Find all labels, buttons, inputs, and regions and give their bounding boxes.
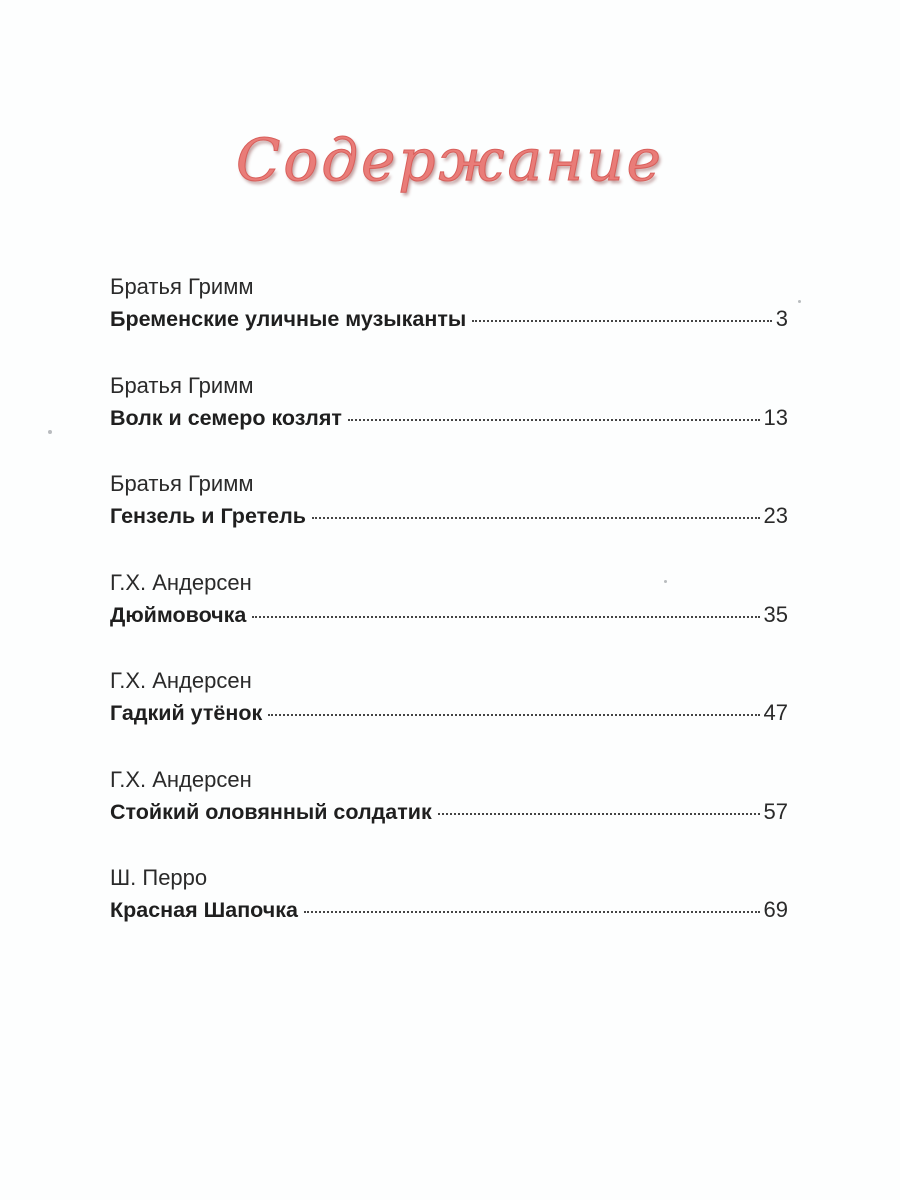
dot-leader <box>348 419 760 421</box>
toc-entry[interactable] <box>110 471 788 570</box>
toc-story-title[interactable]: Бременские уличные музыканты <box>110 307 467 331</box>
toc-author: Г.Х. Андерсен <box>110 668 252 693</box>
dot-leader <box>304 911 760 913</box>
toc-story-title[interactable]: Красная Шапочка <box>110 898 298 922</box>
page-title: Содержание <box>236 126 664 194</box>
toc-author: Г.Х. Андерсен <box>110 766 252 792</box>
toc-author: Братья Гримм <box>110 471 254 496</box>
toc-line <box>110 799 788 831</box>
toc-author: Г.Х. Андерсен <box>110 569 252 595</box>
toc-entry[interactable] <box>110 767 788 866</box>
table-of-contents <box>110 274 788 964</box>
paper-speck <box>48 430 52 434</box>
toc-story-title[interactable]: Стойкий оловянный солдатик <box>110 799 432 824</box>
toc-line <box>110 897 788 929</box>
toc-page-number: 35 <box>763 601 788 627</box>
dot-leader <box>472 320 772 322</box>
toc-story-title[interactable]: Дюймовочка <box>110 602 247 627</box>
toc-entry[interactable] <box>110 865 788 964</box>
toc-entry[interactable] <box>110 373 788 472</box>
toc-story-title[interactable]: Гензель и Гретель <box>110 504 306 528</box>
dot-leader <box>252 616 759 618</box>
toc-line <box>110 602 788 634</box>
toc-line <box>110 405 788 437</box>
toc-line <box>110 503 788 535</box>
toc-story-title[interactable]: Волк и семеро козлят <box>110 405 342 430</box>
toc-author: Братья Гримм <box>110 274 254 299</box>
toc-entry[interactable] <box>110 668 788 767</box>
dot-leader <box>268 714 759 716</box>
toc-author: Ш. Перро <box>110 865 208 890</box>
dot-leader <box>312 517 760 519</box>
toc-page-number: 23 <box>763 503 788 528</box>
toc-line <box>110 306 788 338</box>
toc-author: Братья Гримм <box>110 372 254 398</box>
toc-page-number: 57 <box>763 798 788 824</box>
dot-leader <box>438 813 760 815</box>
toc-page-number: 47 <box>763 700 788 725</box>
paper-speck <box>798 300 801 303</box>
toc-entry[interactable] <box>110 274 788 373</box>
toc-page-number: 69 <box>763 897 788 922</box>
toc-page-number: 13 <box>763 404 788 430</box>
toc-entry[interactable] <box>110 570 788 669</box>
toc-page-number: 3 <box>775 306 788 331</box>
toc-line <box>110 700 788 732</box>
toc-story-title[interactable]: Гадкий утёнок <box>110 701 263 725</box>
paper-speck <box>664 580 667 583</box>
